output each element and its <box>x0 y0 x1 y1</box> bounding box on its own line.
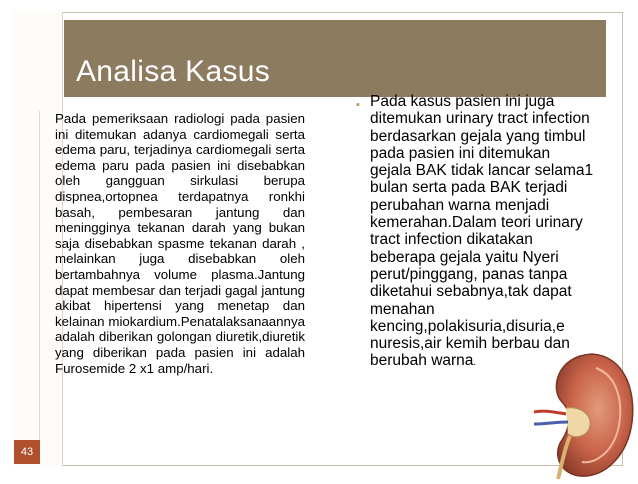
slide-title: Analisa Kasus <box>76 55 271 88</box>
left-text-block: Pada pemeriksaan radiologi pada pasien ini ditemukan adanya cardiomegali serta edema paru, terjadinya cardiomegali serta edema paru pada pasien ini disebabkan oleh gangguan sirkulasi berupa dispnea,ortopnea terdapatnya ronkhi basah, pembesaran jantung dan meningginya tekanan darah yang bukan saja disebabkan spasme tekanan darah , melainkan juga disebabkan oleh bertambahnya volume plasma.Jantung dapat membesar dan terjadi gagal jantung akibat hipertensi yang menetap dan kelainan miokardium.Penatalaksanaannya adalah diberikan golongan diuretik,diuretik yang diberikan pada pasien ini adalah Furosemide 2 x1 amp/hari. <box>55 111 305 376</box>
left-accent-line <box>39 111 40 451</box>
renal-vein <box>534 422 568 424</box>
kidney-illustration <box>532 350 638 479</box>
bullet-text: Pada kasus pasien ini juga ditemukan urinary tract infection berdasarkan gejala yang timbul pada pasien ini ditemukan gejala BAK tidak lancar selama1 bulan serta pada BAK terjadi perubahan warna menjadi kemerahan.Dalam teori urinary tract infection dikatakan beberapa gejala yaitu Nyeri perut/pinggang, panas tanpa diketahui sebabnya,tak dapat menahan kencing,polakisuria,disuria,e nuresis,air kemih berbau dan berubah warna <box>370 93 594 370</box>
page-number-badge: 43 <box>14 440 40 464</box>
right-text-block <box>370 93 595 372</box>
square-bullet-icon: ▪ <box>356 99 360 111</box>
renal-artery <box>534 411 566 414</box>
bullet-tail-period: . <box>473 357 477 369</box>
